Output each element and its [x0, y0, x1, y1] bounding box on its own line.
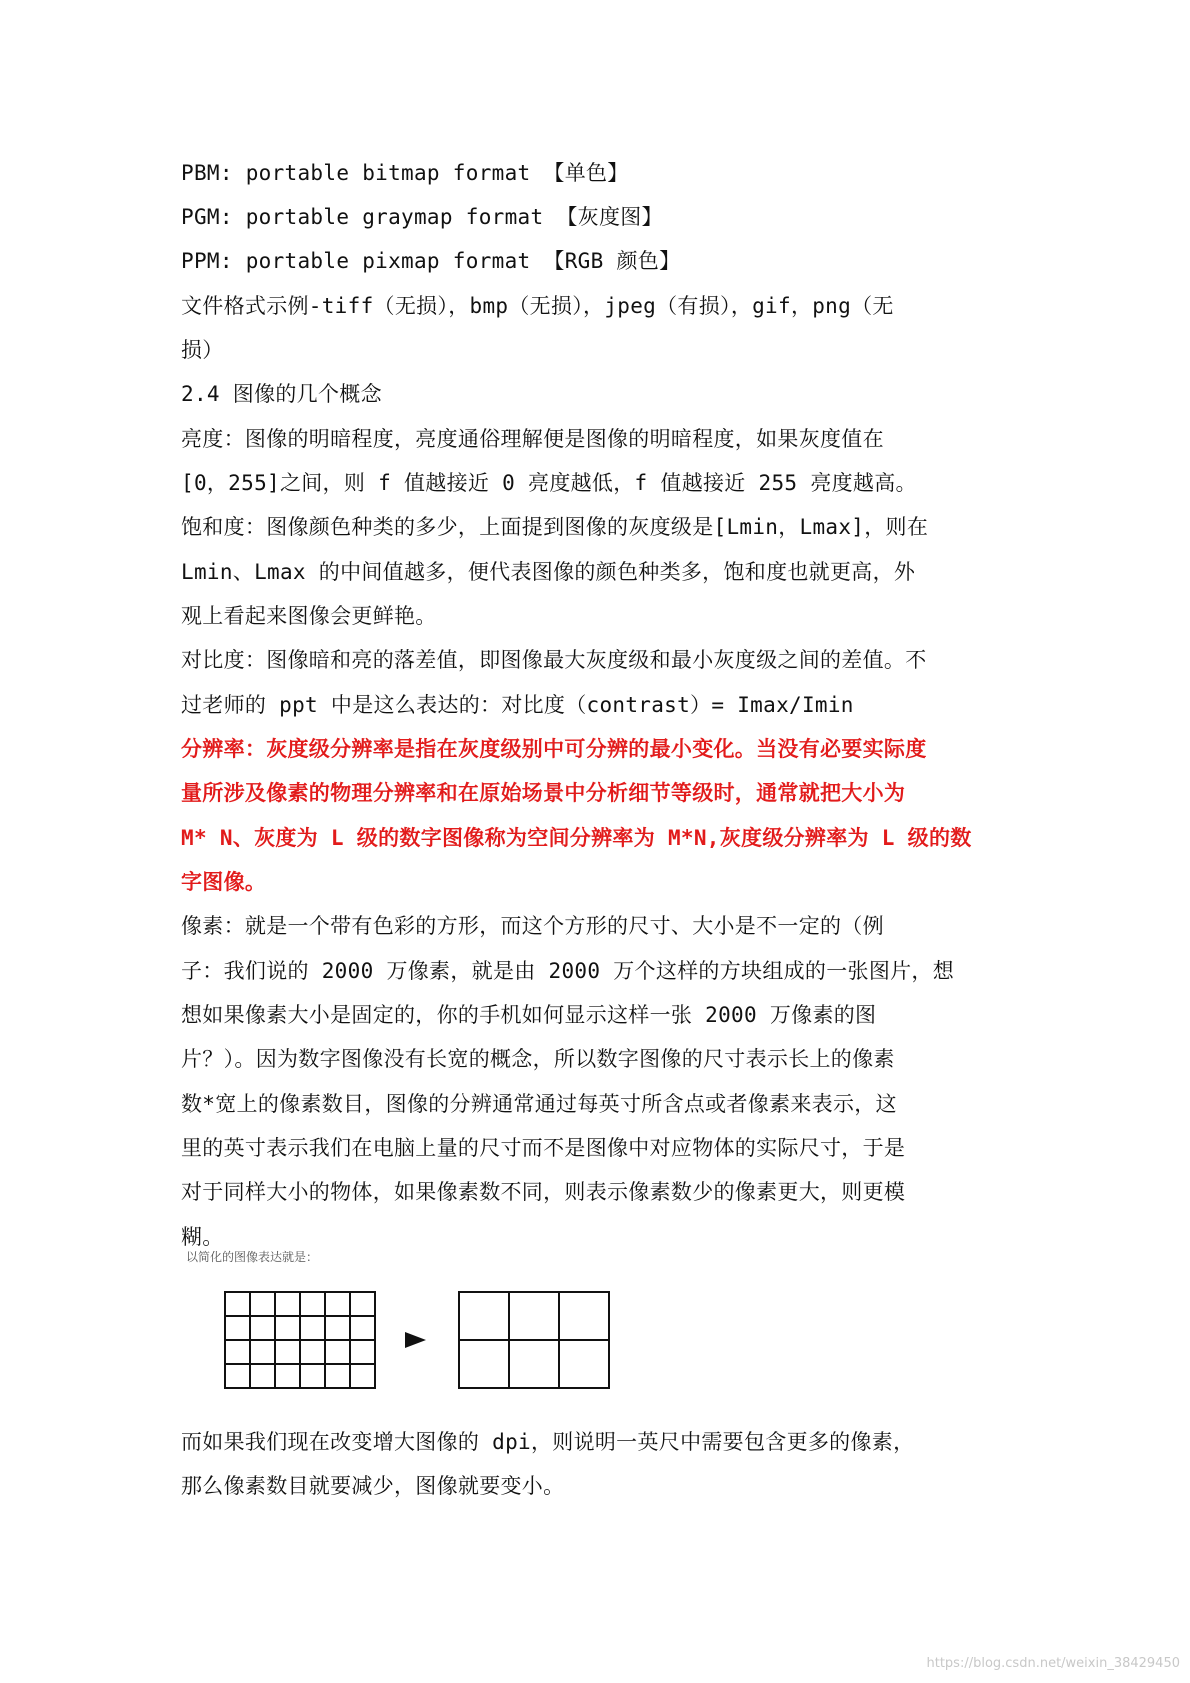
dense-pixel-grid [225, 1292, 375, 1388]
text-line-pixel-cont3: 片？）。因为数字图像没有长宽的概念，所以数字图像的尺寸表示长上的像素 [181, 1047, 895, 1071]
text-line-resolution-end: 字图像。 [181, 870, 267, 894]
coarse-pixel-grid [459, 1292, 609, 1388]
text-line-formats-cont: 损） [181, 338, 224, 362]
text-line-formats: 文件格式示例-tiff（无损），bmp（无损），jpeg（有损），gif，png（无 [181, 294, 894, 318]
text-line-resolution-cont2: M* N、灰度为 L 级的数字图像称为空间分辨率为 M*N,灰度级分辨率为 L 级的数 [181, 826, 972, 850]
text-line-pixel-cont6: 对于同样大小的物体，如果像素数不同，则表示像素数少的像素更大，则更模 [181, 1180, 906, 1204]
text-line-saturation-end: 观上看起来图像会更鲜艳。 [181, 604, 437, 628]
text-line-saturation-cont: Lmin、Lmax 的中间值越多，便代表图像的颜色种类多，饱和度也就更高，外 [181, 560, 916, 584]
text-line-ppm: PPM: portable pixmap format 【RGB 颜色】 [181, 249, 681, 273]
text-line-brightness: 亮度：图像的明暗程度，亮度通俗理解便是图像的明暗程度，如果灰度值在 [181, 427, 884, 451]
text-line-dpi-end: 那么像素数目就要减少，图像就要变小。 [181, 1474, 565, 1498]
text-line-dpi: 而如果我们现在改变增大图像的 dpi，则说明一英尺中需要包含更多的像素， [181, 1430, 915, 1454]
pixel-grid-diagram [220, 1285, 620, 1395]
text-line-contrast-cont: 过老师的 ppt 中是这么表达的：对比度（contrast）= Imax/Imin [181, 693, 854, 717]
text-line-pixel-cont5: 里的英寸表示我们在电脑上量的尺寸而不是图像中对应物体的实际尺寸，于是 [181, 1136, 906, 1160]
text-line-pixel-cont4: 数*宽上的像素数目，图像的分辨通常通过每英寸所含点或者像素来表示，这 [181, 1092, 897, 1116]
figure-caption: 以简化的图像表达就是： [186, 1250, 319, 1264]
watermark: https://blog.csdn.net/weixin_38429450 [926, 1656, 1180, 1671]
text-line-brightness-cont: [0，255]之间，则 f 值越接近 0 亮度越低，f 值越接近 255 亮度越高。 [181, 471, 917, 495]
text-line-pixel-cont2: 想如果像素大小是固定的，你的手机如何显示这样一张 2000 万像素的图 [181, 1003, 877, 1027]
text-line-pixel-end: 糊。 [181, 1225, 224, 1249]
text-line-contrast: 对比度：图像暗和亮的落差值，即图像最大灰度级和最小灰度级之间的差值。不 [181, 648, 927, 672]
text-line-pgm: PGM: portable graymap format 【灰度图】 [181, 205, 663, 229]
text-line-saturation: 饱和度：图像颜色种类的多少，上面提到图像的灰度级是[Lmin，Lmax]，则在 [181, 515, 929, 539]
text-line-resolution: 分辨率：灰度级分辨率是指在灰度级别中可分辨的最小变化。当没有必要实际度 [181, 737, 927, 761]
text-line-pbm: PBM: portable bitmap format 【单色】 [181, 161, 629, 185]
section-heading: 2.4 图像的几个概念 [181, 382, 382, 406]
text-line-pixel-cont: 子：我们说的 2000 万像素，就是由 2000 万个这样的方块组成的一张图片，想 [181, 959, 955, 983]
text-line-pixel: 像素：就是一个带有色彩的方形，而这个方形的尺寸、大小是不一定的（例 [181, 914, 884, 938]
play-arrow-icon [405, 1332, 426, 1348]
text-line-resolution-cont: 量所涉及像素的物理分辨率和在原始场景中分析细节等级时，通常就把大小为 [181, 781, 906, 805]
